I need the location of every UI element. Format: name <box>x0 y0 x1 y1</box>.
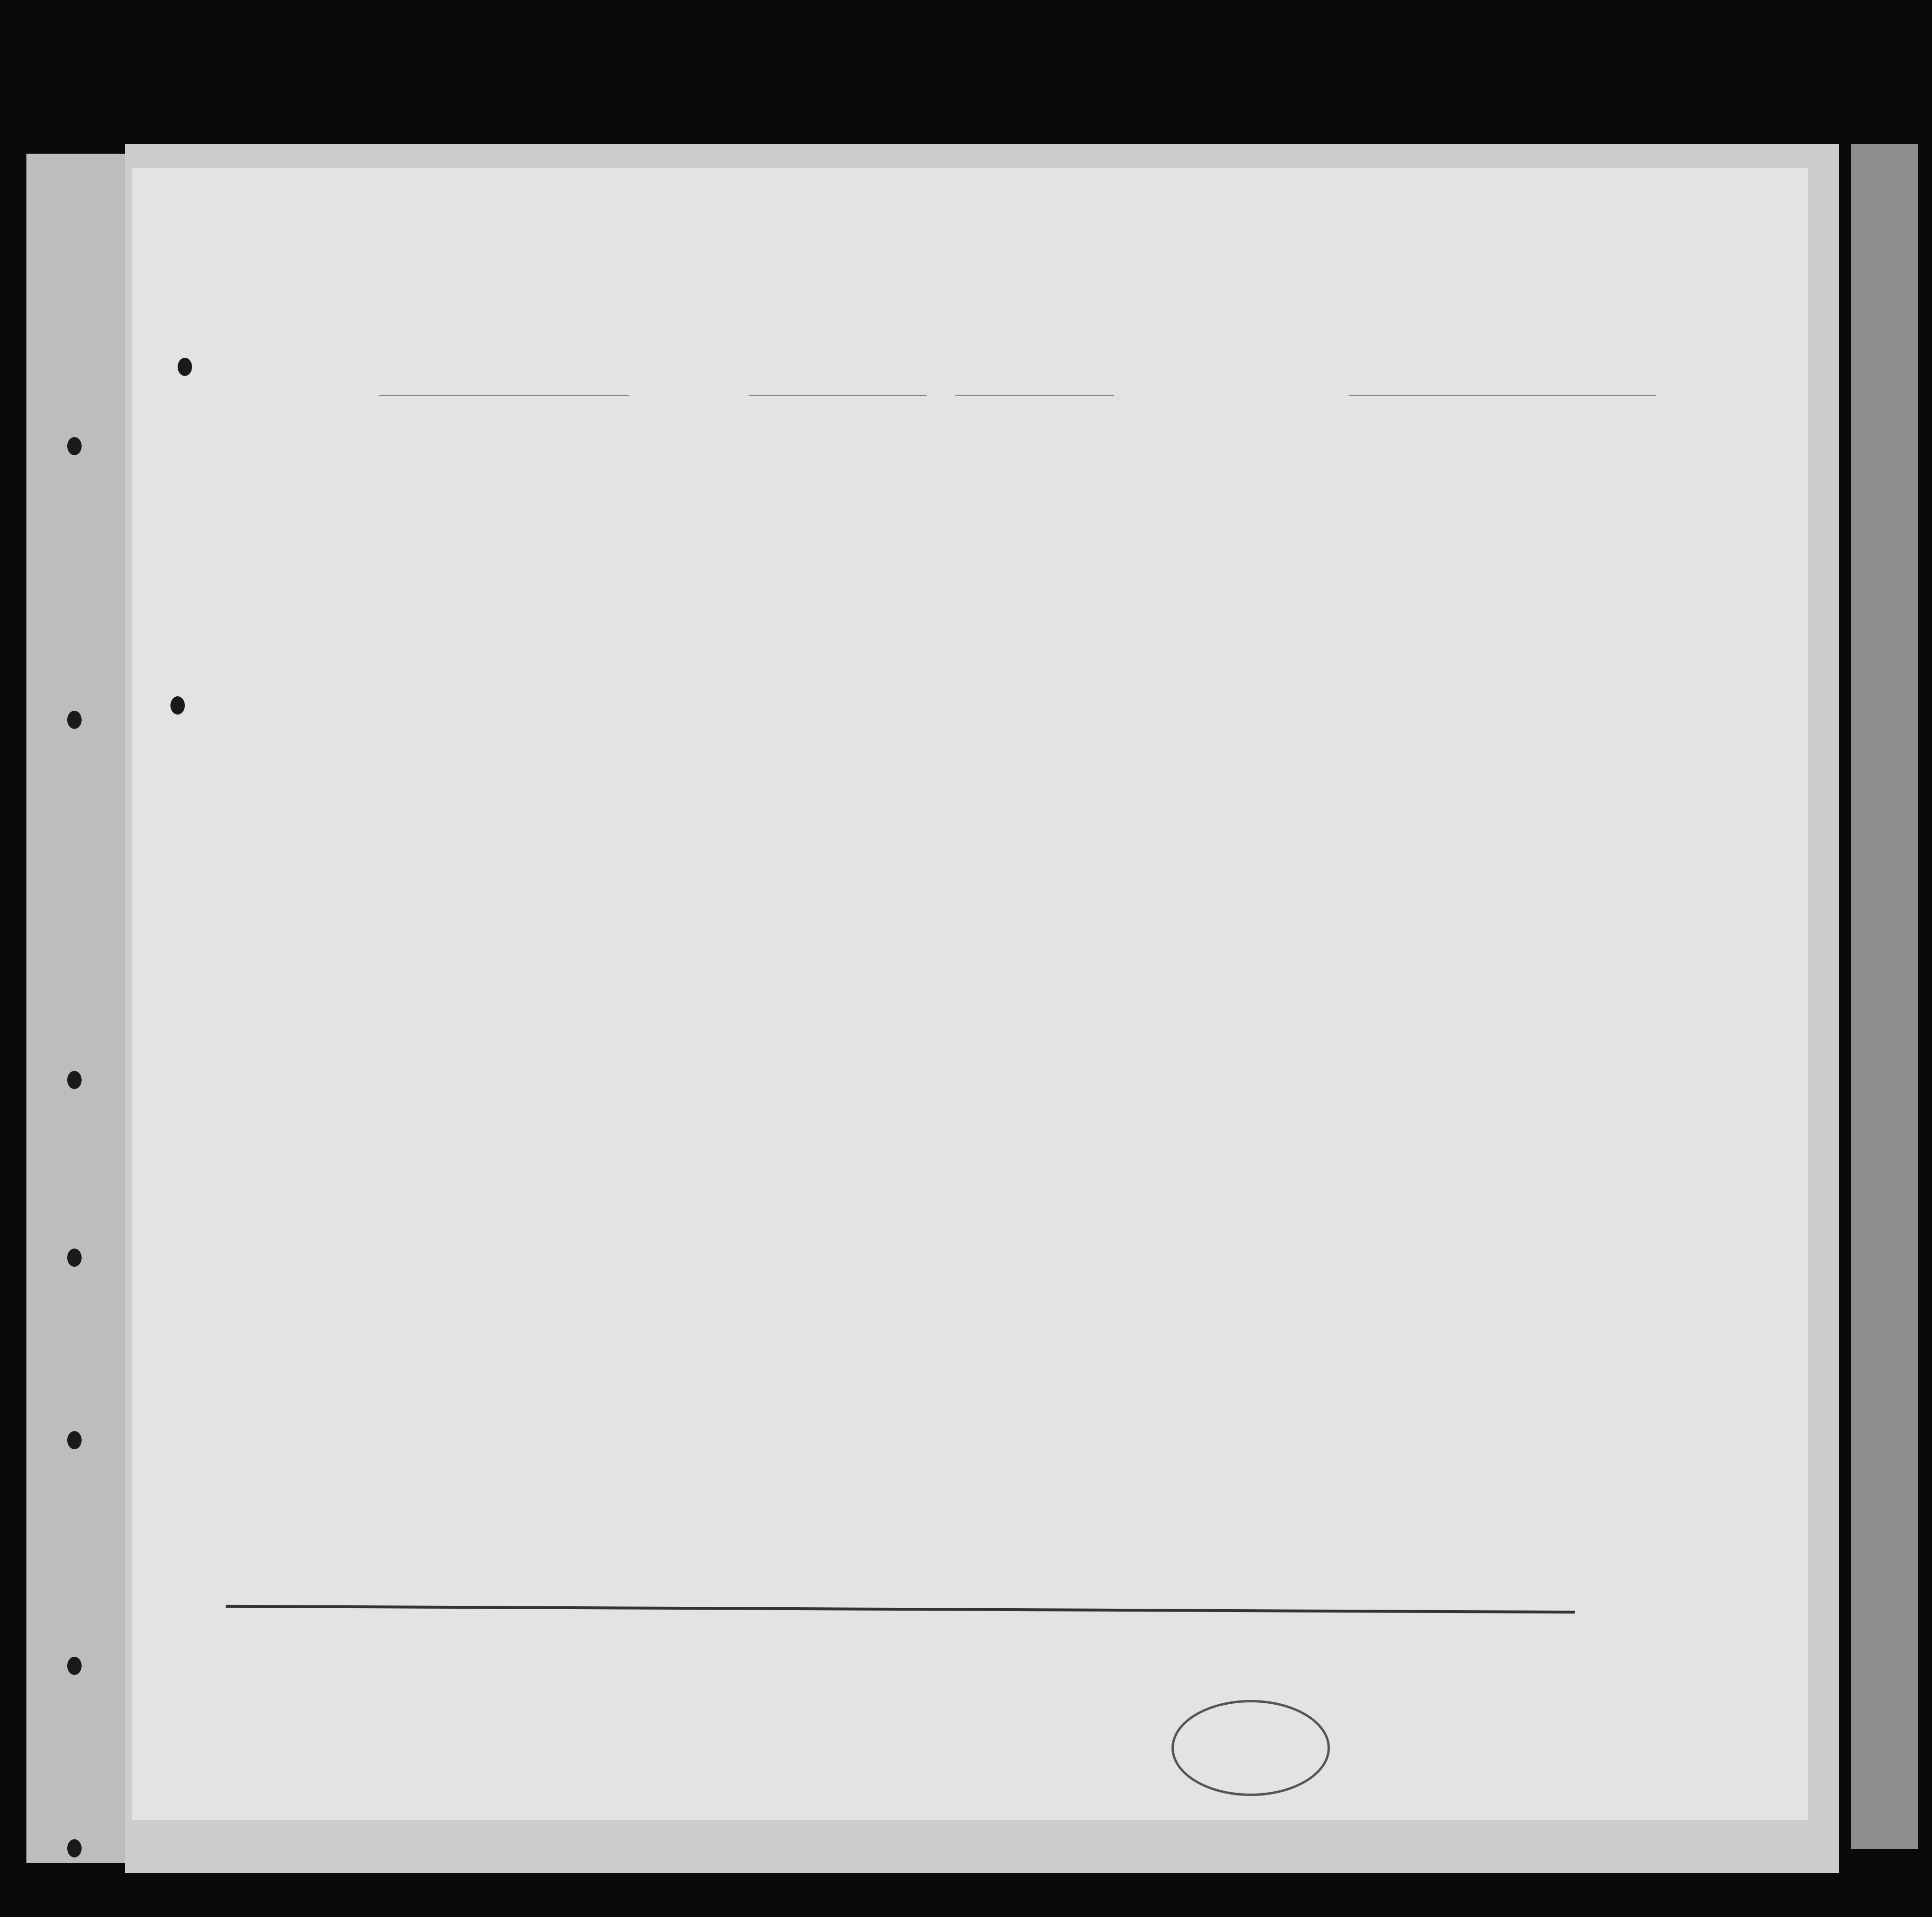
punch-hole <box>170 696 185 715</box>
manifest-page <box>132 168 1808 1820</box>
punch-hole <box>178 358 192 376</box>
punch-hole <box>67 711 82 729</box>
punch-hole <box>67 437 82 455</box>
dock-stamp <box>1171 1700 1330 1796</box>
punch-hole <box>67 1071 82 1089</box>
binder-strip <box>1851 144 1918 1849</box>
punch-hole <box>67 1839 82 1857</box>
punch-hole <box>67 1657 82 1675</box>
punch-hole <box>67 1249 82 1267</box>
punch-hole <box>67 1431 82 1449</box>
